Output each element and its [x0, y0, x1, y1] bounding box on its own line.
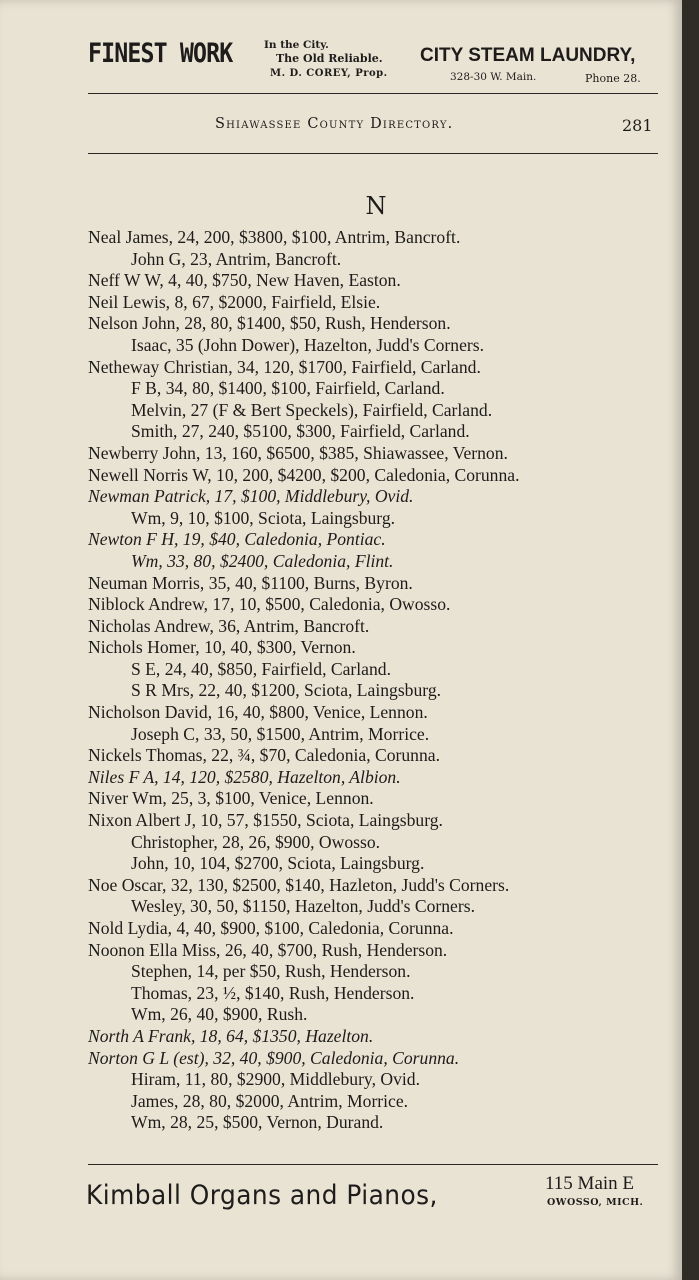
directory-sub-entry: Wesley, 30, 50, $1150, Hazelton, Judd's Corners.: [131, 896, 475, 917]
ad-old-reliable: The Old Reliable.: [276, 52, 383, 65]
directory-sub-entry: Christopher, 28, 26, $900, Owosso.: [131, 831, 381, 852]
directory-entry: Noe Oscar, 32, 130, $2500, $140, Hazleton, Judd's Corners.: [88, 874, 510, 895]
directory-sub-entry: S R Mrs, 22, 40, $1200, Sciota, Laingsburg.: [131, 680, 442, 701]
ad-phone: Phone 28.: [585, 72, 641, 85]
directory-sub-entry: Wm, 33, 80, $2400, Caledonia, Flint.: [131, 550, 394, 571]
directory-entry: Newman Patrick, 17, $100, Middlebury, Ovid.: [88, 486, 414, 507]
directory-entry: Nichols Homer, 10, 40, $300, Vernon.: [88, 637, 356, 658]
directory-entry: Niblock Andrew, 17, 10, $500, Caledonia, Owosso.: [88, 594, 451, 615]
directory-sub-entry: F B, 34, 80, $1400, $100, Fairfield, Carland.: [131, 378, 445, 399]
directory-entry: Nelson John, 28, 80, $1400, $50, Rush, Henderson.: [88, 313, 451, 334]
page-title: Shiawassee County Directory.: [215, 116, 454, 132]
section-letter: N: [365, 192, 385, 220]
bottom-divider: [88, 1164, 658, 1165]
ad-address: 328-30 W. Main.: [450, 71, 537, 83]
directory-sub-entry: John, 10, 104, $2700, Sciota, Laingsburg.: [131, 853, 425, 874]
ad-finest-work: FINEST WORK: [88, 38, 233, 69]
directory-entry: Nickels Thomas, 22, ¾, $70, Caledonia, Corunna.: [88, 745, 440, 766]
directory-entries: [88, 227, 668, 1134]
kimball-advertisement: [86, 1170, 666, 1230]
laundry-advertisement: [88, 36, 660, 86]
top-divider: [88, 93, 658, 94]
ad-in-the-city: In the City.: [264, 39, 329, 51]
directory-sub-entry: James, 28, 80, $2000, Antrim, Morrice.: [131, 1090, 409, 1111]
directory-entry: Newell Norris W, 10, 200, $4200, $200, Caledonia, Corunna.: [88, 464, 520, 485]
directory-entry: Niles F A, 14, 120, $2580, Hazelton, Albion.: [88, 766, 401, 787]
directory-entry: Nicholas Andrew, 36, Antrim, Bancroft.: [88, 615, 370, 636]
directory-entry: Noonon Ella Miss, 26, 40, $700, Rush, Henderson.: [88, 939, 448, 960]
directory-entry: Nicholson David, 16, 40, $800, Venice, Lennon.: [88, 702, 428, 723]
directory-sub-entry: Stephen, 14, per $50, Rush, Henderson.: [131, 961, 411, 982]
directory-sub-entry: Melvin, 27 (F & Bert Speckels), Fairfield, Carland.: [131, 399, 493, 420]
page-number: 281: [622, 116, 653, 135]
directory-sub-entry: Joseph C, 33, 50, $1500, Antrim, Morrice.: [131, 723, 430, 744]
directory-sub-entry: Thomas, 23, ½, $140, Rush, Henderson.: [131, 982, 415, 1003]
directory-sub-entry: Isaac, 35 (John Dower), Hazelton, Judd's Corners.: [131, 334, 485, 355]
directory-entry: Norton G L (est), 32, 40, $900, Caledonia, Corunna.: [88, 1047, 460, 1068]
ad-proprietor: M. D. COREY, Prop.: [270, 68, 388, 79]
ad-kimball-address: 115 Main E: [545, 1173, 635, 1194]
directory-entry: Netheway Christian, 34, 120, $1700, Fairfield, Carland.: [88, 356, 481, 377]
directory-sub-entry: Wm, 28, 25, $500, Vernon, Durand.: [131, 1112, 384, 1133]
directory-entry: Newberry John, 13, 160, $6500, $385, Shiawassee, Vernon.: [88, 442, 508, 463]
directory-entry: North A Frank, 18, 64, $1350, Hazelton.: [88, 1025, 374, 1046]
directory-sub-entry: Wm, 26, 40, $900, Rush.: [131, 1004, 308, 1025]
directory-entry: Neil Lewis, 8, 67, $2000, Fairfield, Elsie.: [88, 291, 381, 312]
directory-sub-entry: S E, 24, 40, $850, Fairfield, Carland.: [131, 658, 391, 679]
directory-entry: Nixon Albert J, 10, 57, $1550, Sciota, Laingsburg.: [88, 810, 443, 831]
directory-sub-entry: Wm, 9, 10, $100, Sciota, Laingsburg.: [131, 507, 396, 528]
directory-entry: Neuman Morris, 35, 40, $1100, Burns, Byron.: [88, 572, 413, 593]
ad-kimball-text: Kimball Organs and Pianos,: [86, 1180, 438, 1211]
directory-entry: Newton F H, 19, $40, Caledonia, Pontiac.: [88, 529, 386, 550]
ad-business-name: CITY STEAM LAUNDRY,: [420, 45, 636, 66]
directory-entry: Neal James, 24, 200, $3800, $100, Antrim, Bancroft.: [88, 227, 461, 247]
directory-entry: Niver Wm, 25, 3, $100, Venice, Lennon.: [88, 788, 374, 809]
directory-entry: Neff W W, 4, 40, $750, New Haven, Easton.: [88, 270, 401, 291]
ad-kimball-city: OWOSSO, MICH.: [547, 1197, 644, 1208]
header-divider: [88, 153, 658, 154]
directory-entry: Nold Lydia, 4, 40, $900, $100, Caledonia, Corunna.: [88, 918, 454, 938]
directory-sub-entry: Hiram, 11, 80, $2900, Middlebury, Ovid.: [131, 1069, 420, 1090]
directory-sub-entry: John G, 23, Antrim, Bancroft.: [131, 248, 342, 269]
directory-sub-entry: Smith, 27, 240, $5100, $300, Fairfield, Carland.: [131, 421, 470, 442]
